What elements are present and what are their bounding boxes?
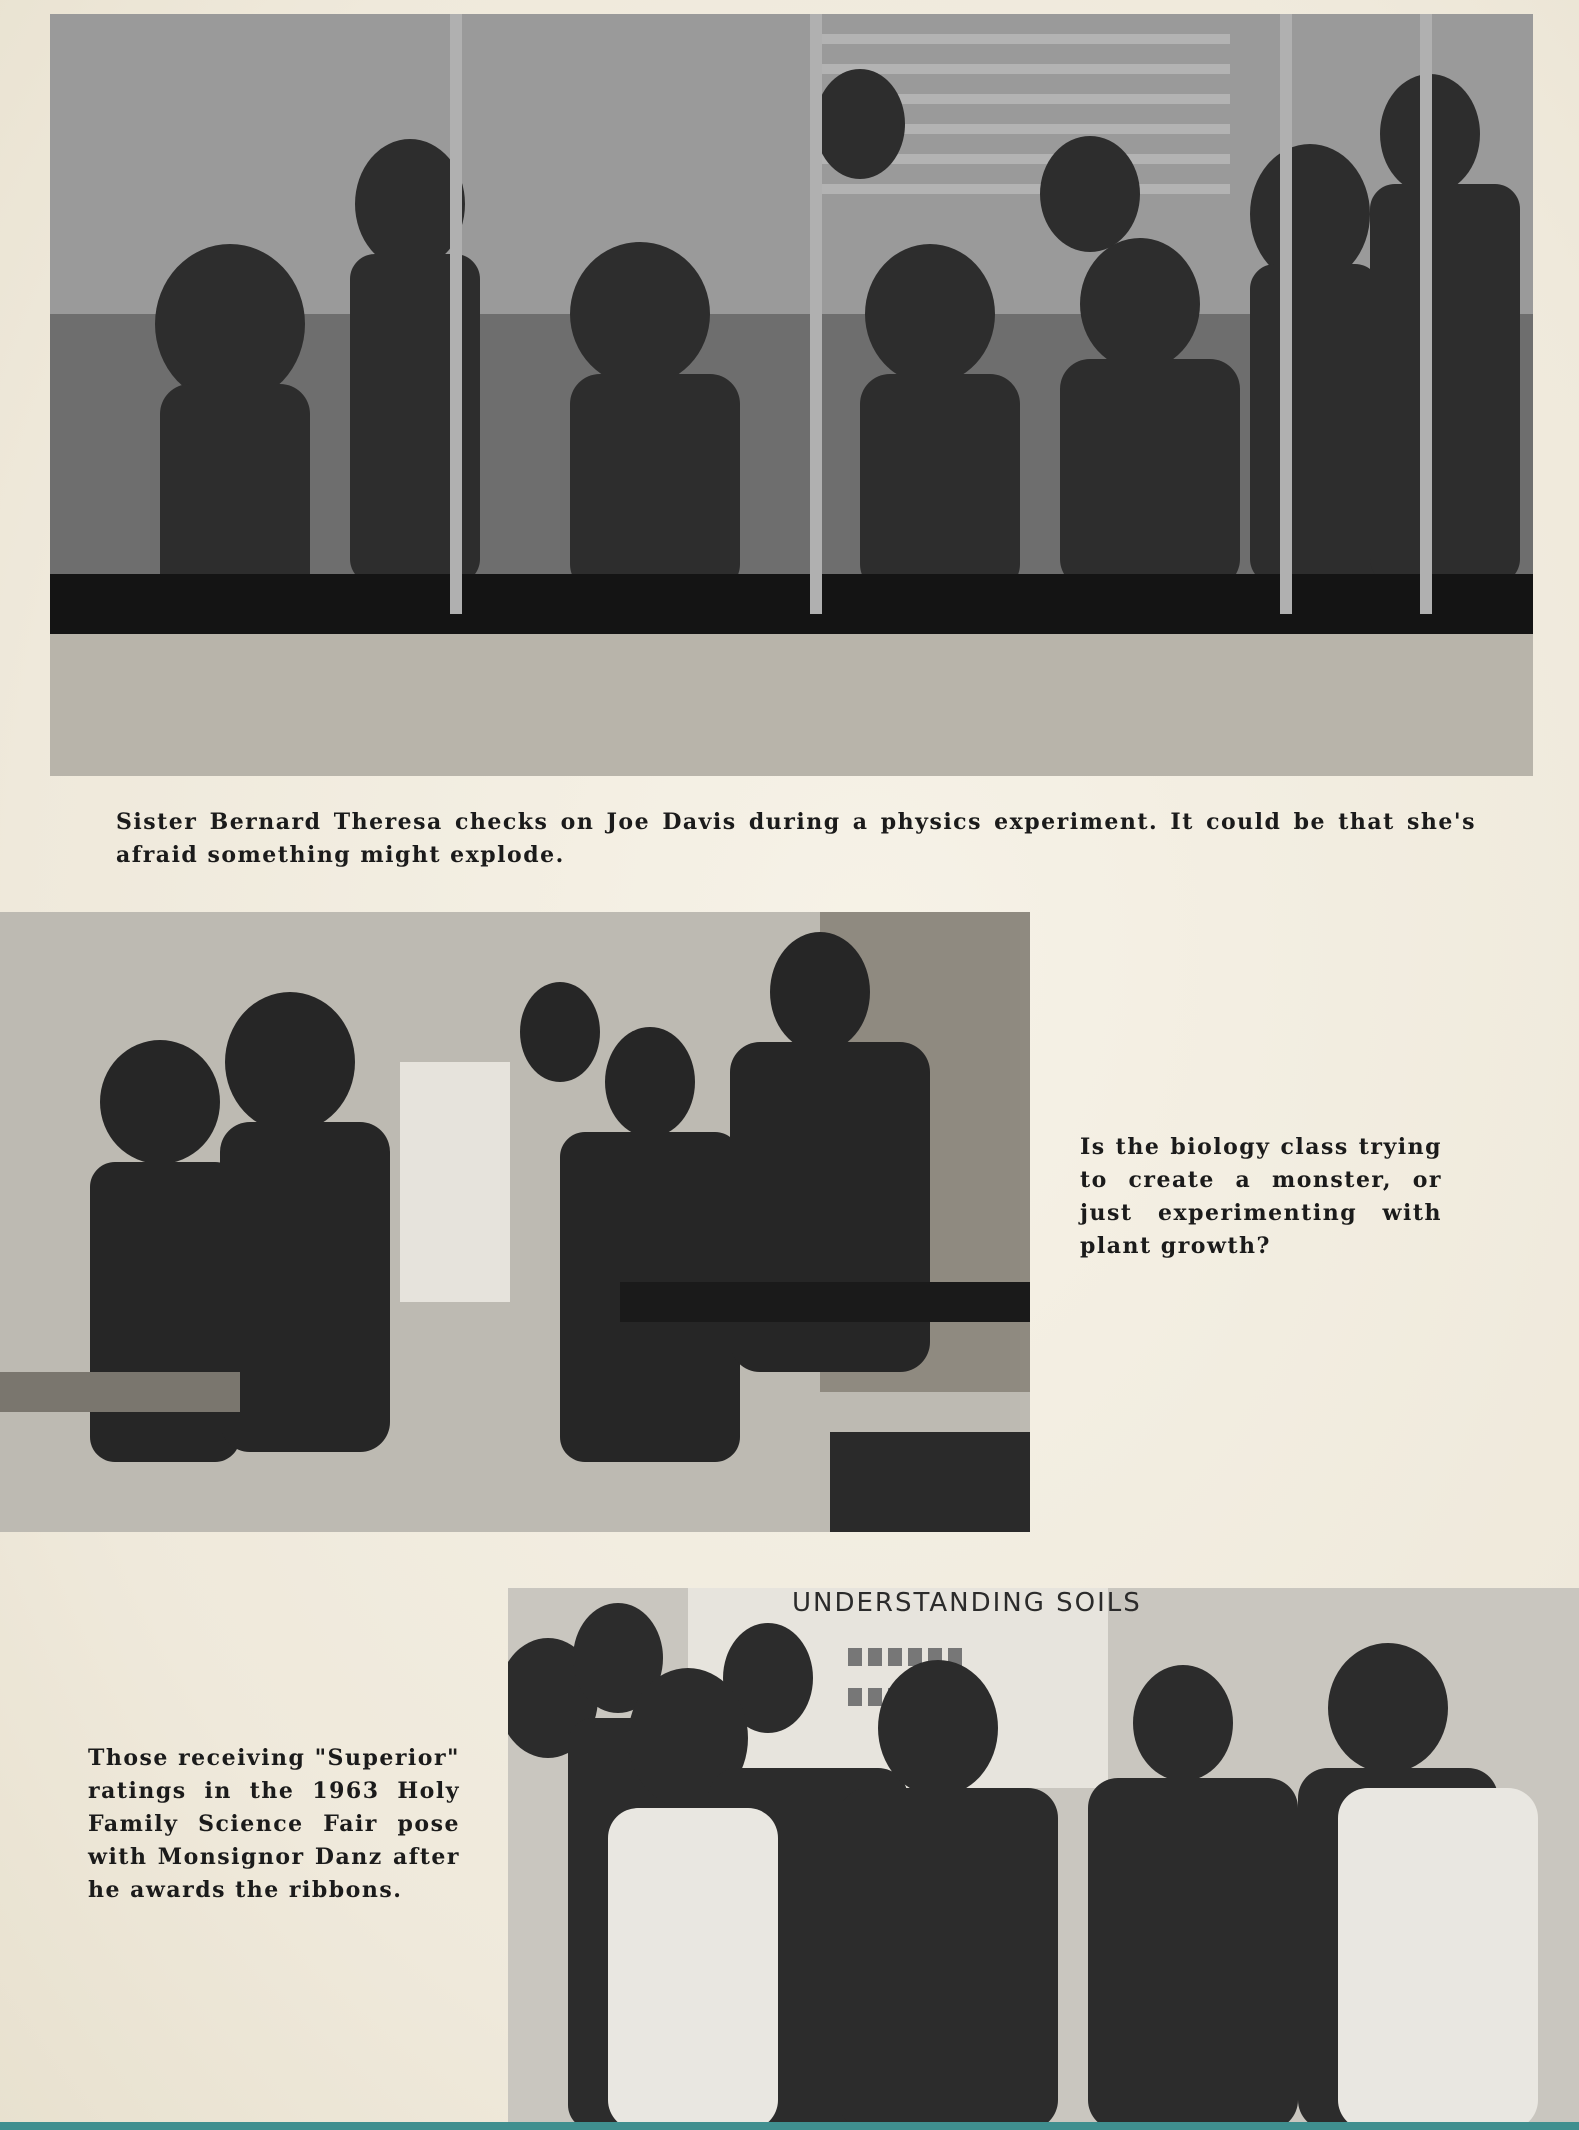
science-fair-photo [508, 1588, 1579, 2130]
biology-class-photo [0, 912, 1030, 1532]
biology-class-photo-icon [0, 912, 1030, 1532]
science-fair-photo-caption: Those receiving "Superior" ratings in the 1963 Holy Family Science Fair pose with Monsignor Danz after he awards the ribbons. [88, 1745, 460, 1903]
science-fair-photo-icon [508, 1588, 1579, 2130]
page-bottom-strip [0, 2122, 1579, 2130]
physics-lab-photo-icon [50, 14, 1533, 776]
understanding-soils-sign: UNDERSTANDING SOILS [792, 1588, 1142, 1618]
physics-photo-caption: Sister Bernard Theresa checks on Joe Davis during a physics experiment. It could be that she's afraid something might explode. [116, 809, 1476, 868]
biology-photo-caption: Is the biology class trying to create a monster, or just experimenting with plant growth? [1080, 1134, 1442, 1259]
physics-lab-photo [50, 14, 1533, 776]
